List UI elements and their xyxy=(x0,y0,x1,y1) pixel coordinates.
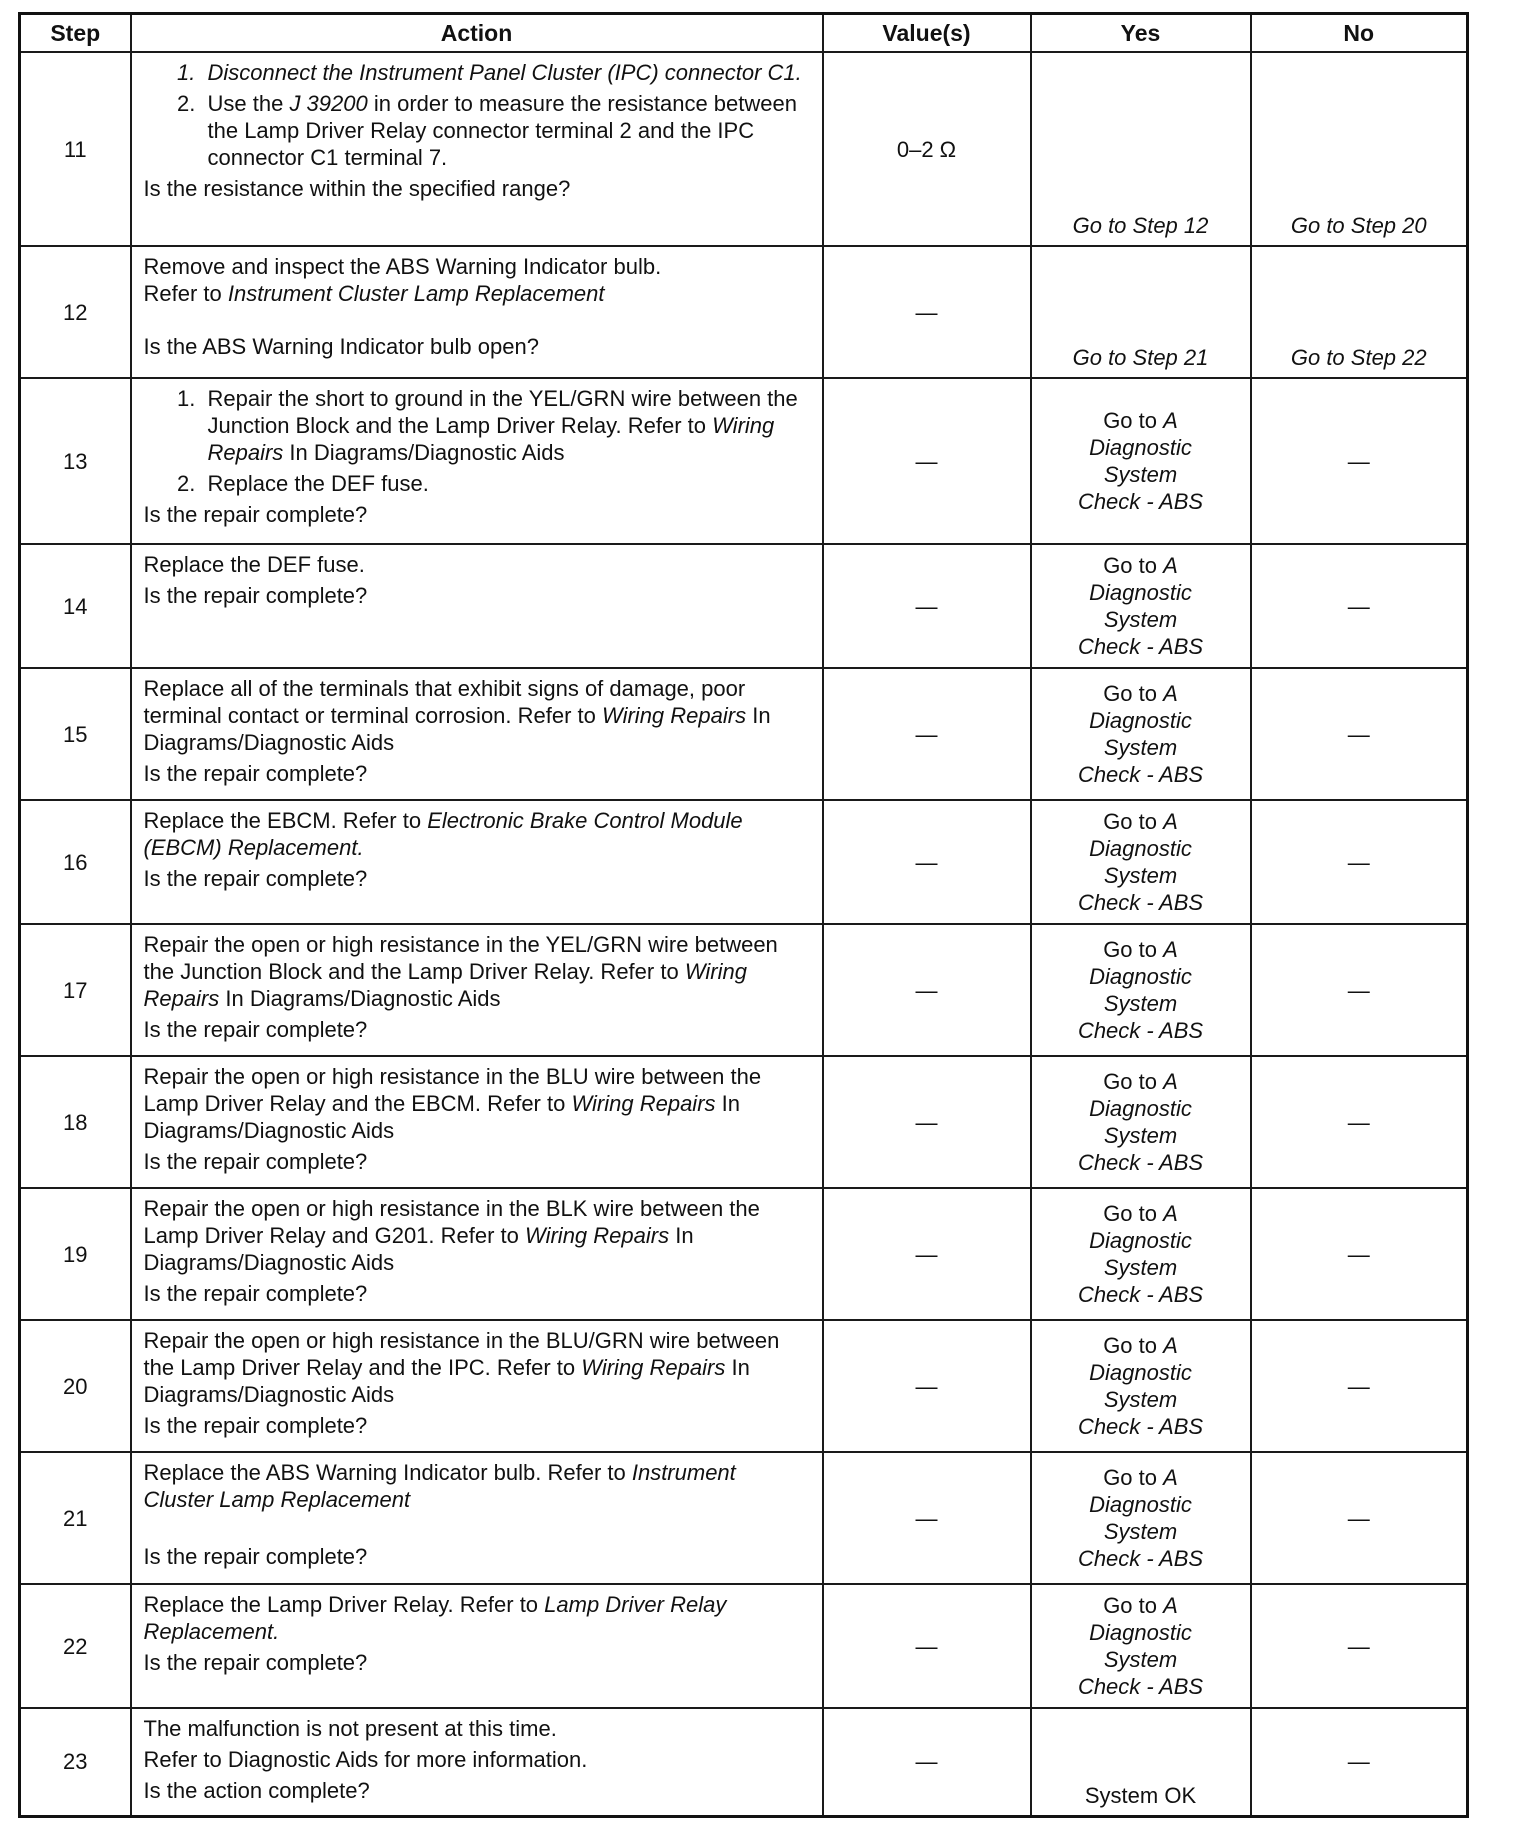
no-cell: — xyxy=(1251,1452,1468,1584)
header-step: Step xyxy=(20,14,131,53)
step-number: 11 xyxy=(20,52,131,246)
action-cell xyxy=(131,1188,823,1320)
action-text: Repair the open or high resistance in the YEL/GRN wire between the Junction Block and the Lamp Driver Relay. Refer to Wiring Repairs In Diagrams/Diagnostic Aids xyxy=(143,932,778,1011)
action-cell xyxy=(131,1320,823,1452)
reference-link: Wiring Repairs xyxy=(143,959,747,1011)
action-step-item xyxy=(202,385,812,466)
goto-diagnostic-check: Go to A Diagnostic System Check - ABS xyxy=(1077,408,1204,514)
no-cell: — xyxy=(1251,1708,1468,1816)
table-row xyxy=(20,544,1468,668)
yes-cell xyxy=(1031,668,1251,800)
goto-diagnostic-check: Go to A Diagnostic System Check - ABS xyxy=(1077,809,1204,915)
action-cell xyxy=(131,1056,823,1188)
step-number: 19 xyxy=(20,1188,131,1320)
header-no: No xyxy=(1251,14,1468,53)
goto-diagnostic-check: Go to A Diagnostic System Check - ABS xyxy=(1077,553,1204,659)
action-text: Replace the DEF fuse. xyxy=(143,552,365,577)
action-reference xyxy=(144,280,812,307)
no-cell: — xyxy=(1251,1188,1468,1320)
value-cell: — xyxy=(823,924,1031,1056)
no-cell: — xyxy=(1251,1584,1468,1708)
goto-diagnostic-check: Go to A Diagnostic System Check - ABS xyxy=(1077,1333,1204,1439)
yes-cell xyxy=(1031,1584,1251,1708)
reference-link: Wiring Repairs xyxy=(525,1223,670,1248)
action-question: Is the ABS Warning Indicator bulb open? xyxy=(143,334,539,359)
yes-cell xyxy=(1031,800,1251,924)
step-number: 20 xyxy=(20,1320,131,1452)
action-cell xyxy=(131,378,823,544)
action-question: Is the action complete? xyxy=(143,1778,370,1803)
value-cell: — xyxy=(823,378,1031,544)
reference-link: Electronic Brake Control Module (EBCM) Replacement. xyxy=(143,808,743,860)
action-text: Repair the short to ground in the YEL/GRN wire between the Junction Block and the Lamp Driver Relay. Refer to xyxy=(207,386,798,438)
value-cell: — xyxy=(823,1188,1031,1320)
action-step-item: 1. Disconnect the Instrument Panel Cluster (IPC) connector C1. xyxy=(202,59,812,86)
goto-diagnostic-check: Go to A Diagnostic System Check - ABS xyxy=(1077,937,1204,1043)
action-text: Repair the open or high resistance in the BLU/GRN wire between the Lamp Driver Relay and the IPC. Refer to Wiring Repairs In Diagrams/Diagnostic Aids xyxy=(143,1328,780,1407)
no-cell: — xyxy=(1251,544,1468,668)
value-cell: — xyxy=(823,1320,1031,1452)
action-question: Is the repair complete? xyxy=(143,1017,368,1042)
action-text: Replace the Lamp Driver Relay. Refer to Lamp Driver Relay Replacement. xyxy=(143,1592,727,1644)
action-cell xyxy=(131,800,823,924)
value-cell: — xyxy=(823,800,1031,924)
reference-link: Instrument Cluster Lamp Replacement xyxy=(143,1460,736,1512)
step-number: 21 xyxy=(20,1452,131,1584)
action-question: Is the repair complete? xyxy=(143,1544,368,1569)
value-cell: — xyxy=(823,668,1031,800)
table-row xyxy=(20,246,1468,378)
action-question: Is the repair complete? xyxy=(143,1149,368,1174)
action-question: Is the repair complete? xyxy=(143,583,368,608)
action-text: Use the xyxy=(207,91,290,116)
reference-link: Lamp Driver Relay Replacement. xyxy=(143,1592,727,1644)
action-question: Is the repair complete? xyxy=(143,866,368,891)
action-step-item: 2. Replace the DEF fuse. xyxy=(202,470,812,497)
table-row xyxy=(20,378,1468,544)
step-number: 16 xyxy=(20,800,131,924)
value-cell: — xyxy=(823,1708,1031,1816)
value-cell: — xyxy=(823,1584,1031,1708)
action-text: Replace the ABS Warning Indicator bulb. Refer to Instrument Cluster Lamp Replacement xyxy=(143,1460,736,1512)
action-text: in order to measure the resistance between the Lamp Driver Relay connector terminal 2 and the IPC connector C1 terminal 7. xyxy=(207,91,797,170)
step-number: 17 xyxy=(20,924,131,1056)
action-steps-list xyxy=(144,385,812,497)
no-cell: — xyxy=(1251,924,1468,1056)
yes-cell xyxy=(1031,1320,1251,1452)
table-row xyxy=(20,800,1468,924)
action-steps-list xyxy=(144,59,812,171)
no-cell: — xyxy=(1251,1320,1468,1452)
table-row xyxy=(20,924,1468,1056)
table-row xyxy=(20,1056,1468,1188)
action-text: The malfunction is not present at this time. xyxy=(143,1716,557,1741)
table-row xyxy=(20,1320,1468,1452)
action-cell xyxy=(131,544,823,668)
value-cell: — xyxy=(823,1452,1031,1584)
action-text: Replace all of the terminals that exhibit signs of damage, poor terminal contact or terminal corrosion. Refer to Wiring Repairs In Diagrams/Diagnostic Aids xyxy=(143,676,771,755)
table-row xyxy=(20,1452,1468,1584)
no-cell: — xyxy=(1251,1056,1468,1188)
goto-diagnostic-check: Go to A Diagnostic System Check - ABS xyxy=(1077,1593,1204,1699)
goto-diagnostic-check: Go to A Diagnostic System Check - ABS xyxy=(1077,1201,1204,1307)
diagnostic-table xyxy=(18,12,1469,1818)
action-text: Repair the open or high resistance in the BLU wire between the Lamp Driver Relay and the EBCM. Refer to Wiring Repairs In Diagrams/Diagnostic Aids xyxy=(143,1064,762,1143)
no-cell: — xyxy=(1251,800,1468,924)
action-cell xyxy=(131,1708,823,1816)
action-text: Repair the open or high resistance in the BLK wire between the Lamp Driver Relay and G201. Refer to Wiring Repairs In Diagrams/Diagnostic Aids xyxy=(143,1196,760,1275)
yes-cell xyxy=(1031,544,1251,668)
header-values: Value(s) xyxy=(823,14,1031,53)
value-cell: 0–2 Ω xyxy=(823,52,1031,246)
yes-cell xyxy=(1031,1188,1251,1320)
reference-link: Wiring Repairs xyxy=(571,1091,716,1116)
action-question: Is the resistance within the specified range? xyxy=(143,176,571,201)
action-text: Replace the EBCM. Refer to Electronic Brake Control Module (EBCM) Replacement. xyxy=(143,808,743,860)
header-yes: Yes xyxy=(1031,14,1251,53)
action-cell xyxy=(131,52,823,246)
table-row xyxy=(20,668,1468,800)
action-cell xyxy=(131,246,823,378)
no-cell: — xyxy=(1251,668,1468,800)
action-text: Refer to Diagnostic Aids for more information. xyxy=(143,1747,588,1772)
yes-cell: Go to Step 21 xyxy=(1031,246,1251,378)
table-row xyxy=(20,52,1468,246)
action-cell xyxy=(131,668,823,800)
reference-link: Instrument Cluster Lamp Replacement xyxy=(227,281,605,306)
yes-cell xyxy=(1031,1452,1251,1584)
goto-diagnostic-check: Go to A Diagnostic System Check - ABS xyxy=(1077,681,1204,787)
step-number: 18 xyxy=(20,1056,131,1188)
yes-cell: System OK xyxy=(1031,1708,1251,1816)
table-row xyxy=(20,1708,1468,1816)
yes-cell xyxy=(1031,378,1251,544)
step-number: 22 xyxy=(20,1584,131,1708)
value-cell: — xyxy=(823,246,1031,378)
reference-link: Wiring Repairs xyxy=(581,1355,726,1380)
header-row xyxy=(20,14,1468,53)
action-question: Is the repair complete? xyxy=(143,1413,368,1438)
action-cell xyxy=(131,1584,823,1708)
header-action: Action xyxy=(131,14,823,53)
yes-cell xyxy=(1031,1056,1251,1188)
value-cell: — xyxy=(823,1056,1031,1188)
step-number: 15 xyxy=(20,668,131,800)
action-question: Is the repair complete? xyxy=(143,1281,368,1306)
action-text: Refer to xyxy=(143,281,228,306)
action-text: In Diagrams/Diagnostic Aids xyxy=(283,440,565,465)
goto-diagnostic-check: Go to A Diagnostic System Check - ABS xyxy=(1077,1069,1204,1175)
step-number: 23 xyxy=(20,1708,131,1816)
action-text: Remove and inspect the ABS Warning Indicator bulb. xyxy=(143,254,662,279)
action-cell xyxy=(131,924,823,1056)
action-step-item xyxy=(202,90,812,171)
action-question: Is the repair complete? xyxy=(143,502,368,527)
step-number: 12 xyxy=(20,246,131,378)
table-row xyxy=(20,1188,1468,1320)
no-cell: Go to Step 22 xyxy=(1251,246,1468,378)
action-question: Is the repair complete? xyxy=(143,761,368,786)
action-question: Is the repair complete? xyxy=(143,1650,368,1675)
reference-link: Wiring Repairs xyxy=(207,413,775,465)
reference-link: Wiring Repairs xyxy=(602,703,747,728)
table-row xyxy=(20,1584,1468,1708)
value-cell: — xyxy=(823,544,1031,668)
step-number: 13 xyxy=(20,378,131,544)
yes-cell xyxy=(1031,924,1251,1056)
action-cell xyxy=(131,1452,823,1584)
step-number: 14 xyxy=(20,544,131,668)
no-cell: Go to Step 20 xyxy=(1251,52,1468,246)
tool-reference: J 39200 xyxy=(289,91,368,116)
goto-diagnostic-check: Go to A Diagnostic System Check - ABS xyxy=(1077,1465,1204,1571)
no-cell: — xyxy=(1251,378,1468,544)
yes-cell: Go to Step 12 xyxy=(1031,52,1251,246)
